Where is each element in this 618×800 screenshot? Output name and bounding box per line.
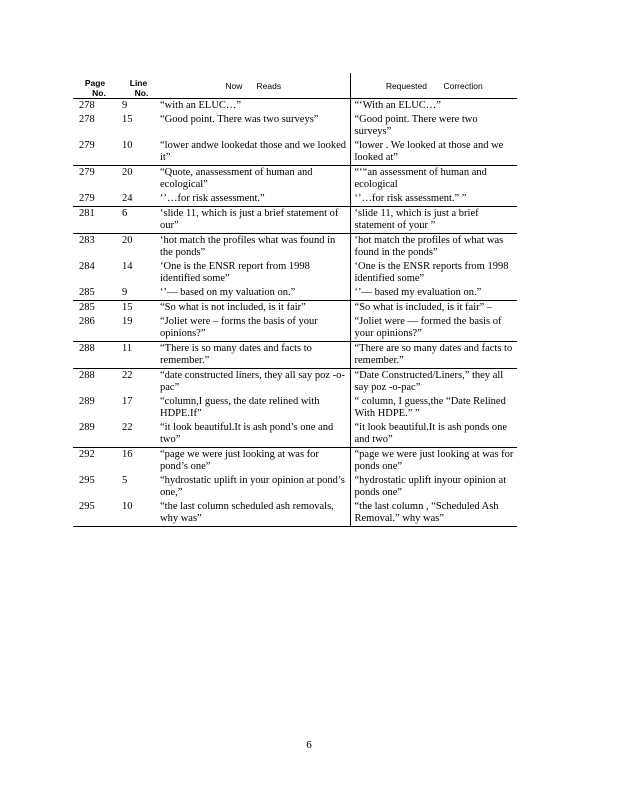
cell-requested-correction: “it look beautiful.It is ash ponds one and two” [354, 422, 508, 445]
table-row [73, 448, 517, 475]
cell-now-reads: ‘’…for risk assessment.” [156, 192, 350, 207]
cell-line-no: 24 [122, 193, 133, 204]
table-row-group [73, 342, 517, 369]
cell-page-no: 279 [79, 193, 95, 204]
cell-requested-correction: ‘slide 11, which is just a brief statement of your ” [354, 208, 479, 231]
cell-line-no: 15 [122, 114, 133, 125]
cell-now-reads: “with an ELUC…” [156, 99, 350, 114]
cell-requested-correction: “lower . We looked at those and we looked at” [354, 140, 504, 163]
cell-page-no: 295 [79, 475, 95, 486]
cell-page-no: 281 [79, 208, 95, 219]
header-line-no [116, 73, 156, 99]
cell-page-no: 289 [79, 422, 95, 433]
cell-page-no: 279 [79, 140, 95, 151]
cell-page-no: 278 [79, 100, 95, 111]
cell-now-reads: ‘One is the ENSR report from 1998 identified some” [156, 260, 350, 286]
table-row [73, 474, 517, 500]
cell-requested-correction: “page we were just looking at was for ponds one” [354, 449, 514, 472]
page-number: 6 [306, 739, 312, 751]
cell-now-reads: “page we were just looking at was for pond’s one” [156, 448, 350, 475]
table-row [73, 315, 517, 342]
cell-page-no: 285 [79, 287, 95, 298]
header-requested-correction: Requested Correction [385, 81, 483, 91]
cell-line-no: 10 [122, 140, 133, 151]
cell-line-no: 9 [122, 287, 128, 298]
cell-requested-correction: “‘“an assessment of human and ecological [354, 167, 487, 190]
header-page-no [73, 73, 116, 99]
cell-requested-correction: “Date Constructed/Liners,” they all say poz -o-pac” [354, 370, 504, 393]
cell-now-reads: ‘’— based on my valuation on.” [156, 286, 350, 301]
cell-line-no: 20 [122, 235, 133, 246]
cell-requested-correction: “Joliet were — formed the basis of your opinions?” [354, 316, 502, 339]
table-row-group [73, 99, 517, 166]
cell-page-no: 279 [79, 167, 95, 178]
table-row [73, 421, 517, 448]
table-row [73, 342, 517, 369]
table-row [73, 286, 517, 301]
cell-requested-correction: ‘’— based my evaluation on.” [354, 287, 482, 298]
cell-requested-correction: “‘With an ELUC…” [354, 100, 441, 111]
cell-now-reads: “the last column scheduled ash removals, why was” [156, 500, 350, 527]
cell-requested-correction: “So what is included, is it fair” – [354, 302, 493, 313]
table-row-group [73, 448, 517, 527]
cell-page-no: 288 [79, 370, 95, 381]
cell-page-no: 278 [79, 114, 95, 125]
cell-requested-correction: ‘hot match the profiles of what was found in the ponds” [354, 235, 504, 258]
table-row [73, 369, 517, 396]
table-row [73, 260, 517, 286]
cell-page-no: 288 [79, 343, 95, 354]
cell-now-reads: “hydrostatic uplift in your opinion at pond’s one,” [156, 474, 350, 500]
cell-line-no: 22 [122, 370, 133, 381]
cell-line-no: 9 [122, 100, 128, 111]
cell-requested-correction: “There are so many dates and facts to remember.” [354, 343, 513, 366]
table-row [73, 500, 517, 527]
cell-requested-correction: “the last column , “Scheduled Ash Removal.” why was” [354, 501, 499, 524]
cell-line-no: 10 [122, 501, 133, 512]
cell-page-no: 286 [79, 316, 95, 327]
cell-line-no: 22 [122, 422, 133, 433]
cell-now-reads: “So what is not included, is it fair” [156, 301, 350, 316]
cell-page-no: 284 [79, 261, 95, 272]
cell-requested-correction: “Good point. There were two surveys” [354, 114, 478, 137]
cell-requested-correction: ‘One is the ENSR reports from 1998 identified some” [354, 261, 509, 284]
table-row-group [73, 369, 517, 448]
table-row-group [73, 234, 517, 301]
header-now-reads: Now Reads [156, 73, 350, 99]
cell-line-no: 11 [122, 343, 133, 354]
cell-now-reads: “Joliet were – forms the basis of your opinions?” [156, 315, 350, 342]
table-row-group [73, 301, 517, 342]
cell-line-no: 16 [122, 449, 133, 460]
cell-now-reads: “There is so many dates and facts to remember.” [156, 342, 350, 369]
cell-page-no: 283 [79, 235, 95, 246]
cell-page-no: 289 [79, 396, 95, 407]
table-row [73, 234, 517, 261]
cell-now-reads: “lower andwe lookedat those and we looked it” [156, 139, 350, 166]
cell-now-reads: “column,I guess, the date relined with HDPE.If” [156, 395, 350, 421]
cell-page-no: 285 [79, 302, 95, 313]
table-row [73, 207, 517, 234]
cell-line-no: 14 [122, 261, 133, 272]
errata-table [73, 73, 517, 527]
cell-page-no: 295 [79, 501, 95, 512]
cell-now-reads: “Quote, anassessment of human and ecological” [156, 166, 350, 193]
table-row-group [73, 166, 517, 207]
cell-now-reads: “date constructed liners, they all say poz -o-pac” [156, 369, 350, 396]
cell-now-reads: “Good point. There was two surveys” [156, 113, 350, 139]
cell-requested-correction: “ column, I guess,the “Date Relined With HDPE.” ” [354, 396, 506, 419]
table-row [73, 113, 517, 139]
table-row [73, 301, 517, 316]
table-row [73, 99, 517, 114]
table-row [73, 139, 517, 166]
header-line-line2: No. [134, 88, 149, 98]
cell-now-reads: “it look beautiful.It is ash pond’s one and two” [156, 421, 350, 448]
header-page-line1: Page [84, 78, 106, 88]
table-row [73, 192, 517, 207]
cell-requested-correction: ‘’…for risk assessment.” ” [354, 193, 467, 204]
table-row-group [73, 207, 517, 234]
cell-now-reads: ‘slide 11, which is just a brief statement of our” [156, 207, 350, 234]
header-line-line1: Line [129, 78, 148, 88]
cell-line-no: 17 [122, 396, 133, 407]
table-row [73, 395, 517, 421]
cell-line-no: 6 [122, 208, 128, 219]
cell-requested-correction: “hydrostatic uplift inyour opinion at ponds one” [354, 475, 507, 498]
cell-page-no: 292 [79, 449, 95, 460]
cell-line-no: 20 [122, 167, 133, 178]
header-page-line2: No. [92, 88, 106, 98]
cell-line-no: 15 [122, 302, 133, 313]
table-row [73, 166, 517, 193]
cell-line-no: 5 [122, 475, 128, 486]
table-header [73, 73, 517, 99]
cell-now-reads: ‘hot match the profiles what was found in the ponds” [156, 234, 350, 261]
cell-line-no: 19 [122, 316, 133, 327]
